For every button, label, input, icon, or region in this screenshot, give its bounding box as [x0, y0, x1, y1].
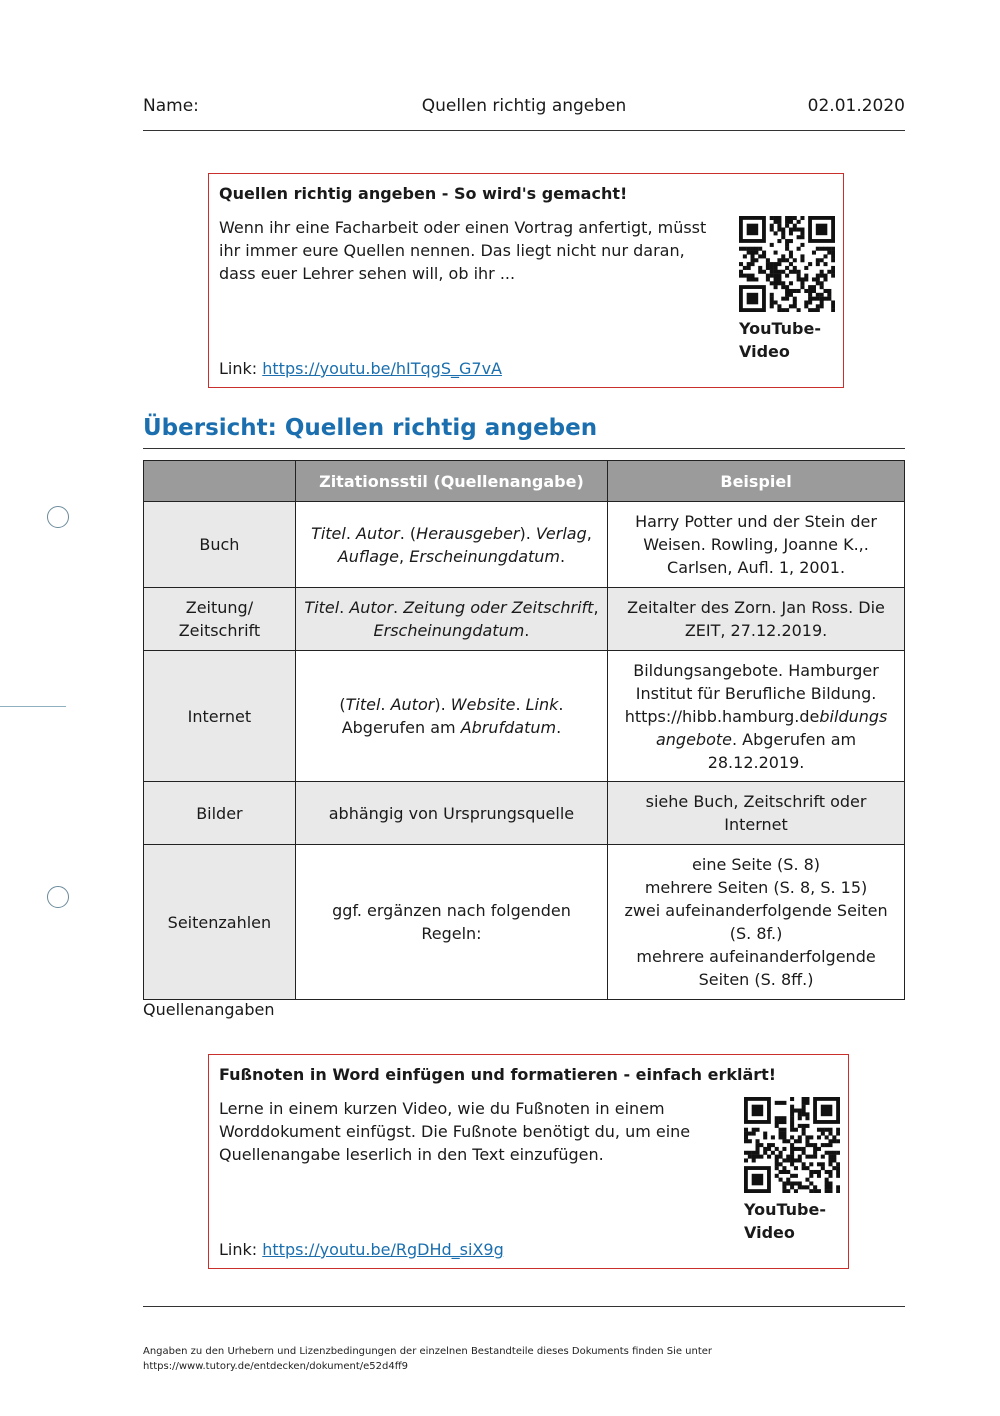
row-label: Seitenzahlen [144, 845, 296, 1000]
text-run: ). [434, 695, 451, 714]
text-run: . [556, 718, 562, 737]
citation-table [143, 460, 905, 1000]
text-run: Titel [311, 523, 346, 543]
example-cell [608, 845, 905, 1000]
video-link-row [219, 1240, 504, 1259]
link-label: Link: [219, 359, 258, 378]
text-run: Autor [349, 598, 394, 617]
citation-style-cell [295, 588, 607, 651]
video-link-row [219, 359, 502, 378]
video-link[interactable]: https://youtu.be/RgDHd_siX9g [262, 1240, 504, 1259]
video-description: Lerne in einem kurzen Video, wie du Fußnoten in einem Worddokument einfügst. Die Fußnote benötigt du, um eine Quellenangabe leserlich in den Text einzufügen. [219, 1099, 691, 1164]
table-row [144, 502, 905, 588]
text-run: . Abgerufen am 28.12.2019. [707, 729, 857, 772]
fold-mark [0, 706, 66, 707]
text-run: Titel [345, 695, 381, 714]
footer-divider [143, 1306, 905, 1307]
table-row [144, 782, 905, 845]
text-run: . [515, 695, 526, 714]
citation-style-cell [295, 782, 607, 845]
text-run: Titel [304, 598, 340, 617]
table-row [144, 845, 905, 1000]
text-run: Auflage [337, 546, 400, 566]
text-run: , [593, 598, 599, 617]
example-line: zwei aufeinanderfolgende Seiten (S. 8f.) [624, 901, 888, 943]
row-label: Zeitung/ Zeitschrift [144, 588, 296, 651]
qr-label-line1: YouTube- [744, 1200, 826, 1219]
example-cell [608, 502, 905, 588]
citation-style-cell [295, 651, 607, 782]
video-title: Quellen richtig angeben - So wird's gemacht! [219, 184, 628, 203]
text-run: siehe Buch, Zeitschrift oder Internet [645, 792, 867, 834]
table-header-cell: Beispiel [608, 461, 905, 502]
text-run: , [399, 546, 410, 566]
page-header [143, 94, 905, 131]
text-run: . [524, 621, 530, 640]
citation-style-cell [295, 845, 607, 1000]
table-header-cell: Zitationsstil (Quellenangabe) [295, 461, 607, 502]
text-run: Website [450, 695, 516, 714]
punch-hole-mark-bottom [47, 886, 69, 908]
text-run: . [560, 546, 566, 566]
text-run: Zeitalter des Zorn. Jan Ross. Die ZEIT, 27.12.2019. [627, 598, 885, 640]
qr-label-line2: Video [744, 1223, 795, 1242]
video-box-quellen [208, 173, 844, 388]
text-run: Erscheinungdatum [373, 621, 525, 640]
text-run: abhängig von Ursprungsquelle [328, 803, 575, 823]
link-label: Link: [219, 1240, 258, 1259]
qr-code-icon [744, 1097, 840, 1193]
row-label: Internet [144, 651, 296, 782]
table-caption: Quellenangaben [143, 1000, 275, 1019]
text-run: bildungs angebote [655, 706, 888, 749]
footer-line1: Angaben zu den Urhebern und Lizenzbedingungen der einzelnen Bestandteile dieses Dokuments finden Sie unter [143, 1346, 713, 1357]
qr-code-icon [739, 216, 835, 312]
example-line: eine Seite (S. 8) [692, 855, 821, 874]
section-title [143, 412, 905, 449]
text-run: Harry Potter und der Stein der Weisen. Rowling, Joanne K.,. Carlsen, Aufl. 1, 2001. [635, 512, 877, 577]
text-run: ( [339, 695, 346, 714]
qr-label-line2: Video [739, 342, 790, 361]
text-run: Verlag [535, 523, 587, 543]
footer [143, 1344, 712, 1374]
punch-hole-mark-top [47, 506, 69, 528]
example-cell [608, 651, 905, 782]
text-run: . [380, 695, 391, 714]
text-run: Herausgeber [416, 523, 520, 543]
video-title: Fußnoten in Word einfügen und formatieren - einfach erklärt! [219, 1065, 777, 1084]
row-label: Bilder [144, 782, 296, 845]
text-run: . Abgerufen am [341, 695, 564, 737]
citation-style-cell [295, 502, 607, 588]
name-label: Name: [143, 96, 199, 116]
page-date: 02.01.2020 [807, 96, 905, 116]
example-cell [608, 588, 905, 651]
text-run: Autor [390, 695, 435, 714]
text-run: , [586, 523, 592, 543]
text-run: . [339, 598, 350, 617]
qr-label-line1: YouTube- [739, 319, 821, 338]
video-link[interactable]: https://youtu.be/hITqgS_G7vA [262, 359, 502, 378]
text-run: ). [519, 523, 536, 543]
text-run: . [345, 523, 357, 543]
text-run: Zeitung oder Zeitschrift [403, 598, 594, 617]
example-cell [608, 782, 905, 845]
text-run: ggf. ergänzen nach folgenden Regeln: [332, 901, 571, 943]
text-run: Erscheinungdatum [409, 546, 560, 566]
video-description: Wenn ihr eine Facharbeit oder einen Vortrag anfertigt, müsst ihr immer eure Quellen nennen. Das liegt nicht nur daran, dass euer Lehrer sehen will, ob ihr ... [219, 218, 707, 283]
section-title-text: Übersicht: Quellen richtig angeben [143, 415, 598, 441]
text-run: Link [525, 695, 559, 714]
text-run: Abrufdatum [460, 718, 557, 737]
text-run: . [393, 598, 404, 617]
qr-label [739, 317, 839, 363]
qr-label [744, 1198, 844, 1244]
footer-line2: https://www.tutory.de/entdecken/dokument/e52d4ff9 [143, 1361, 408, 1372]
page-title: Quellen richtig angeben [421, 96, 627, 116]
table-row [144, 651, 905, 782]
table-header-cell [144, 461, 296, 502]
table-header-row [144, 461, 905, 502]
text-run: . ( [399, 523, 417, 543]
text-run: Bildungsangebote. Hamburger Institut für Berufliche Bildung. https://hibb.hamburg.de [624, 660, 879, 726]
row-label: Buch [144, 502, 296, 588]
table-row [144, 588, 905, 651]
text-run: Autor [356, 523, 400, 543]
example-line: mehrere aufeinanderfolgende Seiten (S. 8ff.) [636, 947, 876, 989]
example-line: mehrere Seiten (S. 8, S. 15) [644, 878, 868, 897]
video-box-fussnoten [208, 1054, 849, 1269]
